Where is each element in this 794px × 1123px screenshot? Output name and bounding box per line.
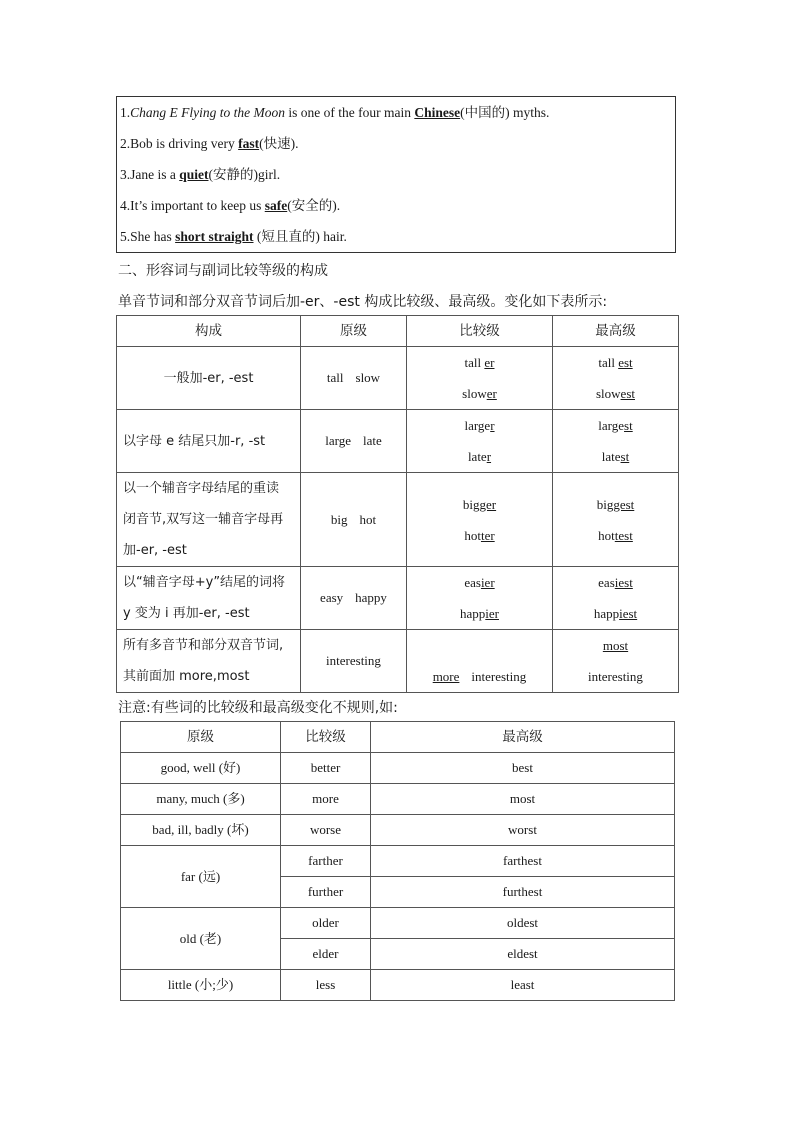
suffix: er [484, 355, 495, 370]
table-row [117, 567, 679, 630]
superlative-cell: worst [371, 815, 675, 846]
superlative-word: interesting [588, 669, 643, 684]
base-cell: old (老) [121, 908, 281, 970]
superlative-word [553, 489, 678, 520]
key-word: short straight [175, 229, 254, 244]
example-sentence-2 [120, 134, 675, 165]
table-row [121, 815, 675, 846]
superlative-word [553, 378, 678, 409]
table-row [117, 410, 679, 473]
rule-line: 闭音节,双写这一辅音字母再 [123, 512, 284, 527]
word-stem: hot [464, 527, 481, 543]
table-row [121, 846, 675, 877]
superlative-word [553, 567, 678, 598]
comparative-word [407, 378, 552, 409]
chinese-gloss: (中国的) [460, 105, 510, 120]
base-word: big [330, 511, 348, 527]
superlative-cell: eldest [371, 939, 675, 970]
table-header-row [117, 316, 679, 347]
suffix: ier [480, 575, 495, 590]
comparative-cell: less [281, 970, 371, 1001]
word-stem: tall [464, 355, 482, 370]
comparative-word [407, 520, 552, 551]
base-word: interesting [326, 653, 381, 668]
word-stem: late [601, 449, 621, 464]
base-word: late [362, 433, 382, 448]
superlative-word [553, 520, 678, 551]
comparative-cell: older [281, 908, 371, 939]
suffix: st [620, 449, 630, 464]
rule-line: 加-er, -est [123, 543, 187, 558]
comparative-word [407, 598, 552, 629]
suffix: r [490, 418, 495, 433]
word-stem: eas [598, 575, 615, 590]
header-superlative: 最高级 [371, 722, 675, 753]
comparative-cell: more [281, 784, 371, 815]
rule-cell [117, 630, 301, 693]
table-row [121, 753, 675, 784]
word-stem: large [464, 418, 491, 433]
word-stem: slow [595, 386, 621, 401]
base-cell: little (小;少) [121, 970, 281, 1001]
chinese-gloss: (安全的) [287, 198, 337, 213]
superlative-cell: oldest [371, 908, 675, 939]
example-text: . [336, 198, 341, 213]
suffix: er [486, 386, 497, 401]
base-cell [301, 630, 407, 693]
base-cell: bad, ill, badly (坏) [121, 815, 281, 846]
table-row [117, 630, 679, 693]
chinese-gloss: (短且直的) [253, 229, 320, 244]
comparative-cell [407, 567, 553, 630]
intro-text: 单音节词和部分双音节词后加-er、-est 构成比较级、最高级。变化如下表所示: [118, 294, 608, 310]
table-row [121, 970, 675, 1001]
superlative-cell: best [371, 753, 675, 784]
book-title: Chang E Flying to the Moon [130, 105, 285, 120]
comparative-word [407, 567, 552, 598]
base-cell [301, 410, 407, 473]
rule-line: 其前面加 more,most [123, 669, 250, 684]
base-cell: many, much (多) [121, 784, 281, 815]
rule-cell: 以字母 e 结尾只加-r, -st [117, 410, 301, 473]
word-stem: big [462, 496, 480, 512]
example-text: girl. [258, 167, 281, 182]
header-formation: 构成 [117, 316, 301, 347]
table-row [117, 473, 679, 567]
suffix: ger [479, 496, 497, 512]
suffix: test [614, 527, 633, 543]
word-stem: happ [593, 606, 620, 621]
suffix: iest [614, 575, 633, 590]
rule-line: 以一个辅音字母结尾的重读 [123, 481, 280, 496]
word-stem: large [598, 418, 625, 433]
example-sentences-box [116, 96, 676, 253]
superlative-word [553, 441, 678, 472]
suffix: est [620, 386, 635, 401]
comparative-cell [407, 473, 553, 567]
suffix: est [618, 355, 633, 370]
example-text: is one of the four main [284, 105, 415, 120]
base-cell: far (远) [121, 846, 281, 908]
header-base: 原级 [301, 316, 407, 347]
section-title: 二、形容词与副词比较等级的构成 [118, 263, 328, 279]
header-comparative: 比较级 [407, 316, 553, 347]
example-sentence-4 [120, 196, 675, 227]
example-text: 5.She has [120, 229, 176, 244]
base-word: slow [355, 370, 381, 385]
example-sentence-3 [120, 165, 675, 196]
word-stem: eas [464, 575, 481, 590]
word-stem: big [596, 496, 614, 512]
base-cell [301, 473, 407, 567]
header-comparative: 比较级 [281, 722, 371, 753]
comparative-word [407, 347, 552, 378]
superlative-cell: furthest [371, 877, 675, 908]
superlative-cell [553, 347, 679, 410]
table-row [121, 908, 675, 939]
comparative-cell: further [281, 877, 371, 908]
rule-line: 以“辅音字母+y”结尾的词将 [123, 575, 286, 590]
suffix: iest [619, 606, 638, 621]
superlative-cell [553, 410, 679, 473]
comparative-cell [407, 630, 553, 693]
example-text: . [295, 136, 299, 151]
suffix: st [624, 418, 633, 433]
chinese-gloss: (安静的) [208, 167, 258, 182]
word-stem: happ [460, 606, 486, 621]
key-word: Chinese [414, 105, 461, 120]
adverb-most: most [602, 638, 629, 653]
suffix: ter [480, 527, 495, 543]
comparative-cell: worse [281, 815, 371, 846]
comparative-cell [407, 410, 553, 473]
superlative-word [553, 410, 678, 441]
example-text: 2.Bob is driving very [120, 136, 239, 151]
suffix: r [486, 449, 492, 464]
chinese-gloss: (快速) [259, 136, 296, 151]
base-cell [301, 347, 407, 410]
base-word: tall [326, 370, 344, 385]
comparative-word [407, 410, 552, 441]
table-row [121, 784, 675, 815]
comparative-word [407, 489, 552, 520]
formation-table [116, 315, 679, 693]
irregular-note: 注意:有些词的比较级和最高级变化不规则,如: [118, 700, 398, 716]
base-word: easy [320, 590, 344, 605]
superlative-cell: least [371, 970, 675, 1001]
comparative-cell: farther [281, 846, 371, 877]
rule-cell [117, 473, 301, 567]
superlative-cell [553, 473, 679, 567]
comparative-cell [407, 347, 553, 410]
base-cell [301, 567, 407, 630]
example-sentence-1 [120, 103, 675, 134]
superlative-cell: farthest [371, 846, 675, 877]
example-text: 4.It’s important to keep us [120, 198, 265, 213]
table-row [117, 347, 679, 410]
superlative-cell: most [371, 784, 675, 815]
table-header-row [121, 722, 675, 753]
irregular-table [120, 721, 675, 1001]
header-base: 原级 [121, 722, 281, 753]
base-word: hot [359, 511, 377, 527]
word-stem: slow [462, 386, 487, 401]
rule-cell [117, 567, 301, 630]
comparative-word [407, 441, 552, 472]
superlative-cell [553, 567, 679, 630]
key-word: quiet [179, 167, 209, 182]
adverb-more: more [432, 669, 460, 684]
header-superlative: 最高级 [553, 316, 679, 347]
base-word: happy [355, 590, 387, 605]
superlative-word [553, 598, 678, 629]
base-cell: good, well (好) [121, 753, 281, 784]
key-word: safe [264, 198, 288, 213]
comparative-word: interesting [471, 669, 527, 684]
superlative-word [553, 347, 678, 378]
rule-line: y 变为 i 再加-er, -est [123, 606, 250, 621]
base-word: large [325, 433, 351, 448]
example-sentence-5 [120, 227, 675, 258]
example-text: myths. [509, 105, 550, 120]
suffix: ier [485, 606, 499, 621]
rule-cell: 一般加-er, -est [117, 347, 301, 410]
word-stem: hot [598, 527, 615, 543]
comparative-cell: better [281, 753, 371, 784]
word-stem: tall [598, 355, 615, 370]
superlative-cell [553, 630, 679, 693]
suffix: gest [613, 496, 635, 512]
example-number: 1. [120, 105, 131, 120]
example-text: hair. [319, 229, 347, 244]
comparative-cell: elder [281, 939, 371, 970]
rule-line: 所有多音节和部分双音节词, [123, 638, 284, 653]
word-stem: late [467, 449, 487, 464]
key-word: fast [238, 136, 260, 151]
example-text: 3.Jane is a [120, 167, 180, 182]
